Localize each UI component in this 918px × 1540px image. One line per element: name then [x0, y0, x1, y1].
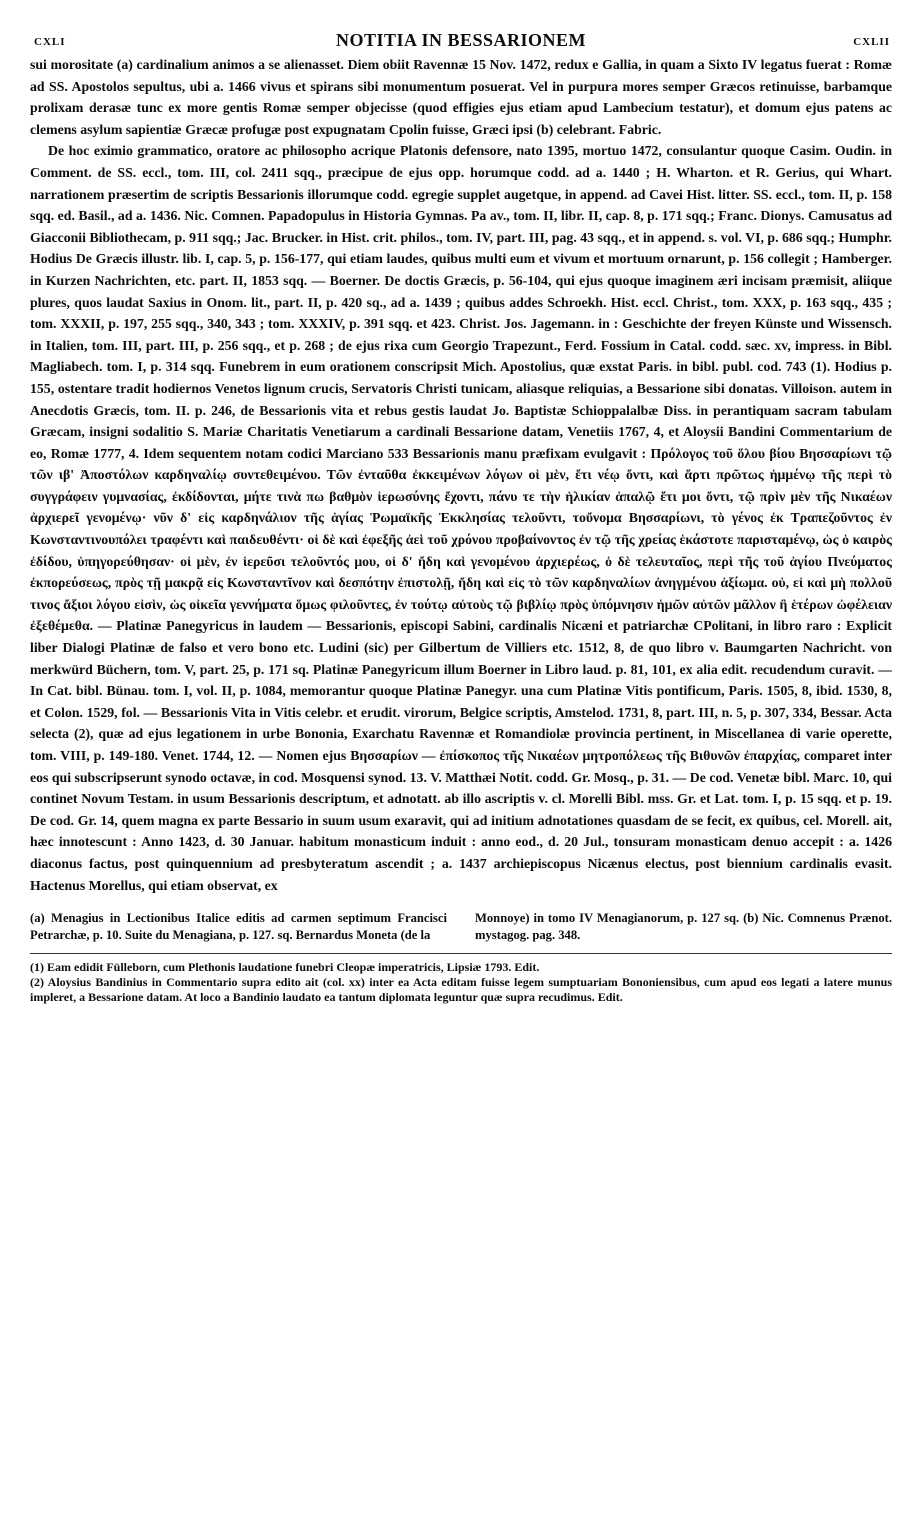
right-page-number: CXLII [853, 36, 890, 48]
paragraph-1: sui morositate (a) cardinalium animos a se alienasset. Diem obiit Ravennæ 15 Nov. 1472, redux e Gallia, in quam a Sixto IV legatus fuerat : Romæ ad SS. Apostolos sepultus, ubi a. 1466 vivus et spirans sibi monumentum posuerat. Vel in purpura mores semper Græcos retinuisse, barbamque prolixam derasæ tunc ex more gentis Romæ semper objecisse (quod effigies ejus etiam apud Lambecium testatur), et domum ejus patens ac clemens asylum sapientiæ Græcæ profugæ post expugnatam Cpolin fuisse, Græci ipsi (b) celebrant. Fabric. [30, 57, 892, 137]
document-page [30, 30, 892, 1520]
page-header [30, 30, 892, 54]
marginal-notes [30, 910, 892, 943]
footnote-1: (1) Eam edidit Fülleborn, cum Plethonis laudatione funebri Cleopæ imperatricis, Lipsiæ 1793. Edit. [30, 960, 540, 975]
paragraph-2: De hoc eximio grammatico, oratore ac philosopho acrique Platonis defensore, nato 1395, mortuo 1472, consulantur quoque Casim. Oudin. in Comment. de SS. eccl., tom. III, col. 2411 sqq., præcipue de ejus opp. horumque codd. ad a. 1440 ; H. Wharton. et R. Gerius, qui Whart. narrationem præsertim de scriptis Bessarionis illorumque codd. egregie supplet augetque, in append. ad Cavei Hist. litter. SS. eccl., tom. II, p. 158 sqq. ed. Basil., ad a. 1436. Nic. Comnen. Papadopulus in Historia Gymnas. Pa av., tom. II, libr. II, cap. 8, p. 171 sqq.; Franc. Dionys. Camusatus ad Giacconii Bibliothecam, p. 911 sqq.; Jac. Brucker. in Hist. crit. philos., tom. IV, part. III, pag. 43 sqq., et in append. s. vol. VI, p. 686 sqq.; Humphr. Hodius De Græcis illustr. lib. I, cap. 5, p. 156-177, qui etiam laudes, quibus multi eum et vivum et mortuum ornarunt, p. 156 collegit ; Hamberger. in Kurzen Nachrichten, etc. part. II, 1853 sqq. — Boerner. De doctis Græcis, p. 56-104, qui ejus quoque imaginem æri incisam præmisit, aliique plures, quos laudat Saxius in Onom. lit., part. II, p. 420 sq., ad a. 1439 ; quibus addes Schroekh. Hist. eccl. Christ., tom. XXX, p. 163 sqq., 435 ; tom. XXXII, p. 197, 255 sqq., 340, 343 ; tom. XXXIV, p. 391 sqq. et 423. Christ. Jos. Jagemann. in : Geschichte der freyen Künste und Wissensch. in Italien, tom. III, part. III, p. 256 sqq., et p. 268 ; de ejus rixa cum Georgio Trapezunt., Ferd. Fossium in Catal. codd. sæc. xv, impress. in Bibl. Magliabech. tom. I, p. 314 sqq. Funebrem in eum orationem conscripsit Mich. Apostolius, quæ exstat Paris. in bibl. publ. cod. 743 (1). Hodius p. 155, ostentare tradit hodiernos Venetos lignum crucis, Servatoris Christi tunicam, aliasque reliquias, a Bessarione sibi donatas. Villoison. autem in Anecdotis Græcis, tom. II. p. 246, de Bessarionis vita et rebus gestis laudat Jo. Baptistæ Schioppalalbæ Diss. in perantiquam sacram tabulam Græcam, insigni sodalitio S. Mariæ Charitatis Venetiarum a cardinali Bessarione datam, Venetiis 1767, 4, et Aloysii Bandini Commentarium de eo, Romæ 1777, 4. Idem sequentem notam codici Marciano 533 Bessarionis manu præfixam evulgavit : Πρόλογος τοῦ ὅλου βίου Βησσαρίωνι τῷ τῶν ιβ' Ἀποστόλων καρδηναλίῳ συντεθειμένου. Τῶν ἐνταῦθα ἐκκειμένων λόγων οἱ μὲν, ἔτι νέῳ ὄντι, καὶ ἄρτι πρῶτως ἡμμένῳ τῆς περὶ τὸ συγγράφειν γυμνασίας, ἐκδίδονται, μήτε τινὰ πω βαθμὸν ἱερωσύνης ἔχοντι, πάνυ τε τὴν ἡλικίαν ἁπαλῷ ἔτι μοι ὄντι, τῷ πρὶν μὲν τῆς Νικαέων ἀρχιερεῖ γενομένῳ· νῦν δ' εἰς καρδηνάλιον τῆς ἁγίας Ῥωμαϊκῆς Ἐκκλησίας τελοῦντι, τοὔνομα Βησσαρίωνι, τὸ γένος ἐκ Τραπεζοῦντος ἐν Κωνσταντινουπόλει τραφέντι καὶ παιδευθέντι· οἱ δὲ καὶ ἐφεξῆς ἀεὶ τοῦ χρόνου προβαίνοντος ἐν τῷ τῆς χρείας ἑκάστοτε παρισταμένῳ, ὡς ὁ καιρὸς ἐδίδου, ὑπηγορεύθησαν· οἱ μὲν, ἐν ἱερεῦσι τελοῦντός μου, οἱ δ' ἤδη καὶ γενομένου ἀρχιερέως, ὁ δὲ τελευταῖος, περὶ τῆς τοῦ ἁγίου Πνεύματος ἐκπορεύσεως, πρὸς τῇ μακρᾷ εἰς Κωνσταντῖνον καὶ δεσπότην ἐπιστολῇ, ἤδη καὶ εἰς τὸ τῶν καρδηναλίων ἀνηγμένου ἀξίωμα. οὐ, εἰ καὶ μὴ πολλοῦ τινος ἄξιοι λόγου εἰσὶν, ὡς οἰκεῖα γεννήματα ὅμως φιλοῦντες, ἐν τούτῳ αὐτοὺς τῷ βιβλίῳ πρὸς ὑπόμνησιν ἡμῶν αὐτῶν μᾶλλον ἢ ἑτέρων ὠφέλειαν ἐξεθέμεθα. — Platinæ Panegyricus in laudem — Bessarionis, episcopi Sabini, cardinalis Nicæni et patriarchæ CPolitani, in libro raro : Explicit liber Dialogi Platinæ de falso et vero bono etc. Ludini (sic) per Gilbertum de Villiers etc. 1512, 8, de quo libro v. Baumgarten Nachricht. von merkwürd Büchern, tom. V, part. 25, p. 171 sq. Platinæ Panegyricum illum Boerner in Libro laud. p. 81, 101, ex alia edit. recudendum curavit. — In Cat. bibl. Bünau. tom. I, vol. II, p. 1084, memorantur quoque Platinæ Panegyr. una cum Platinæ Vitis pontificum, Paris. 1505, 8, ibid. 1530, 8, et Colon. 1529, fol. — Bessarionis Vita in Vitis celebr. et erudit. virorum, Belgice scriptis, Amstelod. 1731, 8, part. III, n. 5, p. 307, 334, Bessar. Acta selecta (2), quæ ad ejus legationem in urbe Bononia, Exarchatu Ravennæ et Romandiolæ provincia pertinent, in Miscellanea di varie operette, tom. VIII, p. 149-180. Venet. 1744, 12. — Nomen ejus Βησσαρίων — ἐπίσκοπος τῆς Νικαέων μητροπόλεως τῆς Βιθυνῶν ἐπαρχίας, comparet inter eos qui subscripserunt synodo octavæ, in cod. Mosquensi synod. 13. V. Matthæi Notit. codd. Gr. Mosq., p. 31. — De cod. Venetæ bibl. Marc. 10, qui continet Novum Testam. in usum Bessarionis descriptum, et adnotatt. ab illo ascriptis v. cl. Morelli Bibl. mss. Gr. et Lat. tom. I, p. 15 sqq. et p. 19. De cod. Gr. 14, quem magna ex parte Bessario in suum usum exaravit, qui ad initium adnotationes quasdam de se fecit, ex quibus, cel. Morell. ait, hæc innotescunt : Anno 1423, d. 30 Januar. habitum monasticum induit : anno eod., d. 20 Jul., tonsuram monasticam denuo accepit : a. 1426 diaconus factus, post quinquennium ad presbyteratum ascendit ; a. 1437 archiepiscopus Nicænus electus, post biennium cardinalis evasit. Hactenus Morellus, qui etiam observat, ex [30, 143, 892, 893]
main-text [30, 54, 892, 896]
note-left-column: (a) Menagius in Lectionibus Italice editis ad carmen septimum Francisci Petrarchæ, p. 10. Suite du Menagiana, p. 127. sq. Bernardus Moneta (de la [30, 911, 447, 942]
footnote-2: (2) Aloysius Bandinius in Commentario supra edito ait (col. xx) inter ea Acta editam fuisse legem sumptuariam Bononiensibus, cum apud eos legati a latere munus impleret, a Bessarione datam. At loco a Bandinio laudato ea tantum diplomata leguntur quæ supra recudimus. Edit. [30, 975, 892, 1005]
note-right-column: Monnoye) in tomo IV Menagianorum, p. 127 sq. (b) Nic. Comnenus Prænot. mystagog. pag. 348. [475, 911, 892, 942]
running-title: NOTITIA IN BESSARIONEM [335, 30, 587, 50]
left-page-number: CXLI [34, 36, 66, 48]
footnote-divider [30, 953, 892, 954]
